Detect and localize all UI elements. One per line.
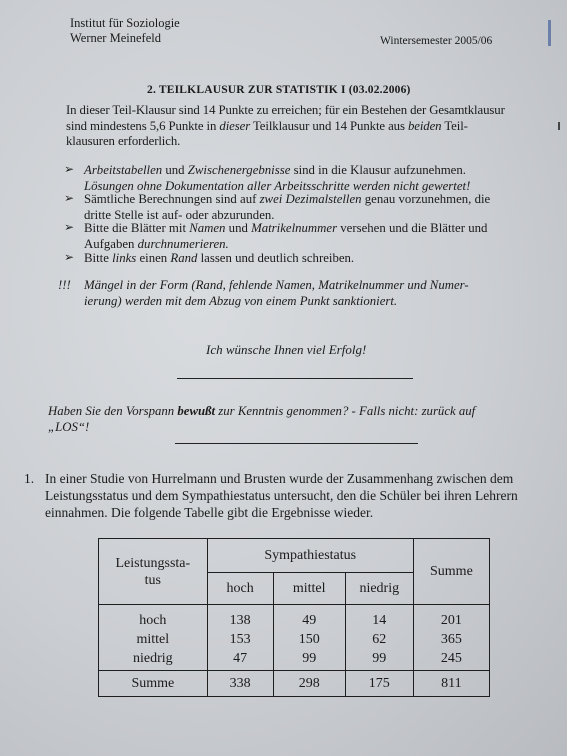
table-body-row <box>99 605 490 671</box>
row-header-cell: Leistungssta- tus <box>99 539 208 605</box>
warning-text: Mängel in der Form (Rand, fehlende Namen, Matrikelnummer und Numer- ierung) werden mit dem Abzug von einem Punkt sanktioniert. <box>84 278 469 308</box>
intro-line-1: In dieser Teil-Klausur sind 14 Punkte zu erreichen; für ein Bestehen der Gesamtklausur <box>66 103 505 117</box>
warning-marker: !!! <box>58 278 71 292</box>
exam-title: 2. TEILKLAUSUR ZUR STATISTIK I (03.02.2006) <box>147 84 411 96</box>
author-name: Werner Meinefeld <box>70 31 161 45</box>
intro-paragraph <box>66 103 516 150</box>
col-header-hoch: hoch <box>207 573 273 605</box>
arrow-bullet-icon: ➢ <box>64 191 75 205</box>
bullet-item-documentation: Arbeitstabellen und Zwischenergebnisse sind in die Klausur aufzunehmen. Lösungen ohne Dokumentation aller Arbeitsschritte werden nicht gewertet! <box>84 163 471 193</box>
total-niedrig: 175 <box>345 671 413 697</box>
col-values-sum: 201 365 245 <box>413 605 489 671</box>
intro-line-2: sind mindestens 5,6 Punkte in dieser Teilklausur und 14 Punkte aus beiden Teil- <box>66 118 468 133</box>
signature-line <box>177 378 413 379</box>
bullet-item-names: Bitte die Blätter mit Namen und Matrikelnummer versehen und die Blätter und Aufgaben durchnumerieren. <box>84 221 488 251</box>
total-sum: 811 <box>413 671 489 697</box>
total-hoch: 338 <box>207 671 273 697</box>
arrow-bullet-icon: ➢ <box>64 220 75 234</box>
total-row <box>99 671 490 697</box>
sum-header: Summe <box>413 539 489 605</box>
col-values-hoch: 138 153 47 <box>207 605 273 671</box>
good-luck-message: Ich wünsche Ihnen viel Erfolg! <box>206 342 367 357</box>
intro-line-3: klausuren erforderlich. <box>66 134 181 148</box>
col-values-mittel: 49 150 99 <box>273 605 345 671</box>
col-header-mittel: mittel <box>273 573 345 605</box>
institute-name: Institut für Soziologie <box>70 16 180 30</box>
margin-mark <box>558 122 560 130</box>
semester-label: Wintersemester 2005/06 <box>380 35 493 47</box>
confirmation-line <box>175 443 418 444</box>
task-1-text: In einer Studie von Hurrelmann und Brusten wurde der Zusammenhang zwischen dem Leistungsstatus und dem Sympathiestatus untersucht, den die Schüler bei ihren Lehrern einnahmen. Die folgende Tabelle gibt die Ergebnisse wieder. <box>45 471 518 520</box>
contingency-table <box>98 538 490 697</box>
bullet-item-decimals: Sämtliche Berechnungen sind auf zwei Dezimalstellen genau vorzunehmen, die dritte Stelle ist auf- oder abzurunden. <box>84 192 491 222</box>
read-confirmation-question: Haben Sie den Vorspann bewußt zur Kenntnis genommen? - Falls nicht: zurück auf „LOS“! <box>48 404 476 434</box>
arrow-bullet-icon: ➢ <box>64 250 75 264</box>
total-label: Summe <box>99 671 208 697</box>
row-labels: hoch mittel niedrig <box>99 605 208 671</box>
sympathy-header: Sympathiestatus <box>207 539 413 573</box>
arrow-bullet-icon: ➢ <box>64 162 75 176</box>
col-values-niedrig: 14 62 99 <box>345 605 413 671</box>
bullet-item-margin: Bitte links einen Rand lassen und deutlich schreiben. <box>84 251 355 265</box>
total-mittel: 298 <box>273 671 345 697</box>
col-header-niedrig: niedrig <box>345 573 413 605</box>
margin-mark <box>548 20 551 46</box>
task-number: 1. <box>24 471 35 486</box>
